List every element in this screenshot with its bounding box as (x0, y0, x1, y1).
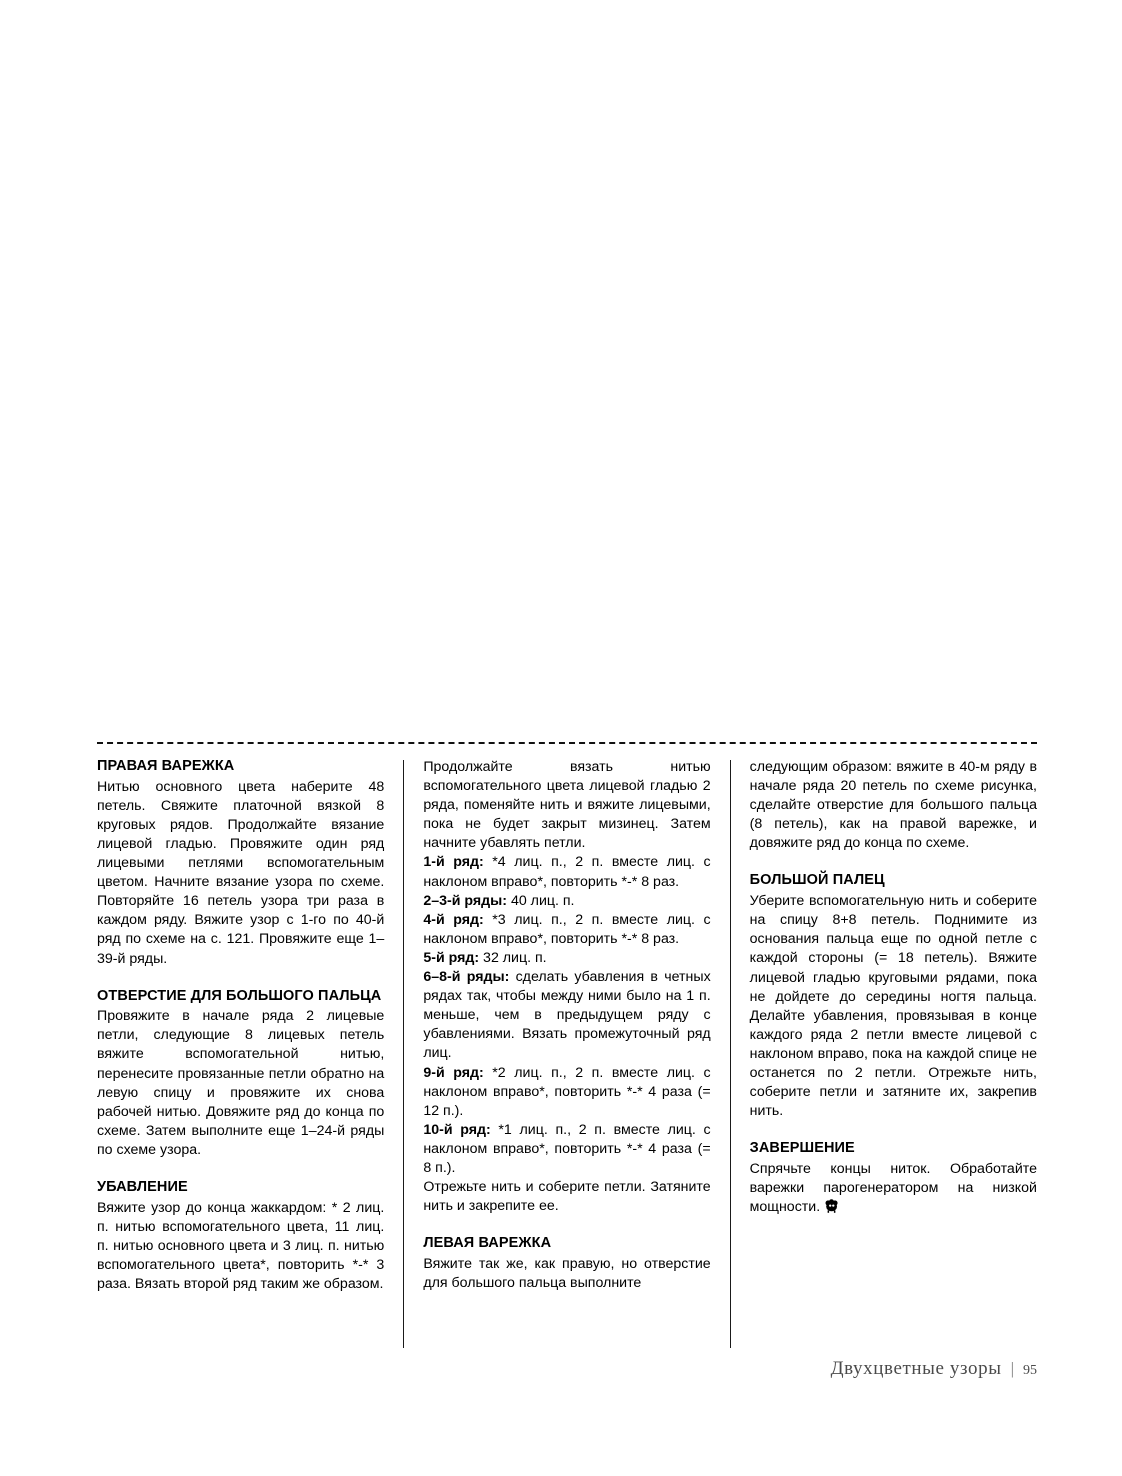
row-text: *1 лиц. п., 2 п. вместе лиц. с наклоном вправо*, повторить *-* 4 раза (= 8 п.). (423, 1121, 711, 1176)
row-text: 32 лиц. п. (479, 949, 547, 966)
column-3 (750, 758, 1037, 1348)
content-block (97, 742, 1037, 1348)
sheep-ornament-icon (824, 1199, 839, 1213)
section-thumb-opening (97, 988, 384, 1160)
row-label: 1-й ряд: (423, 854, 484, 871)
footer-separator: | (1010, 1359, 1014, 1378)
row-text: 40 лиц. п. (507, 892, 575, 909)
section-heading-left-mitten: ЛЕВАЯ ВАРЕЖКА (423, 1235, 552, 1252)
row-instruction (423, 1064, 710, 1121)
column-1 (97, 758, 384, 1348)
column-divider-2 (730, 760, 731, 1348)
row-instruction (423, 911, 710, 949)
section-paragraph: Продолжайте вязать нитью вспомогательного цвета лицевой гладью 2 ряда, поменяйте нить и вяжите лицевыми, пока не будет закрыт мизинец. Затем начните убавлять петли. (423, 759, 711, 852)
section-heading-finishing: ЗАВЕРШЕНИЕ (749, 1140, 855, 1157)
page-footer (831, 1358, 1037, 1380)
section-finishing (750, 1140, 1037, 1217)
row-instruction (423, 968, 710, 1063)
section-left-mitten (423, 1235, 710, 1293)
section-paragraph: Вяжите так же, как правую, но отверстие для большого пальца выполните (423, 1255, 711, 1292)
row-instruction (423, 949, 710, 968)
section-paragraph: Отрежьте нить и соберите петли. Затяните нить и закрепите ее. (423, 1179, 711, 1215)
row-label: 10-й ряд: (423, 1121, 491, 1138)
section-paragraph: Вяжите узор до конца жаккардом: * 2 лиц. п. нитью вспомогательного цвета, 11 лиц. п. нитью основного цвета и 3 лиц. п. нитью вспомогательного цвета*, повторить *-* 3 раза. Вязать второй ряд таким же образом. (97, 1199, 385, 1293)
section-left-mitten-continued (750, 758, 1037, 853)
section-decrease-continued (423, 758, 710, 1216)
footer-page-number: 95 (1023, 1363, 1037, 1378)
row-instruction (423, 1121, 710, 1178)
section-heading-right-mitten: ПРАВАЯ ВАРЕЖКА (97, 758, 235, 774)
column-2 (423, 758, 710, 1348)
row-instruction-list (423, 853, 710, 1178)
row-text: *4 лиц. п., 2 п. вместе лиц. с наклоном вправо*, повторить *-* 8 раз. (423, 854, 711, 890)
section-paragraph: следующим образом: вяжите в 40-м ряду в начале ряда 20 петель по схеме рисунка, сделайте отверстие для большого пальца (8 петель), как на правой варежке, и довяжите ряд до конца по схеме. (749, 759, 1037, 852)
section-paragraph (750, 1160, 1037, 1217)
row-text: *2 лиц. п., 2 п. вместе лиц. с наклоном вправо*, повторить *-* 4 раза (= 12 п.). (423, 1064, 711, 1119)
section-paragraph: Провяжите в начале ряда 2 лицевые петли, следующие 8 лицевых петель вяжите вспомогательной нитью, перенесите провязанные петли обратно на левую спицу и провяжите их снова рабочей нитью. Довяжите ряд до конца по схеме. Затем выполните еще 1–24-й ряды по схеме узора. (97, 1008, 385, 1158)
row-label: 4-й ряд: (423, 911, 484, 928)
row-label: 9-й ряд: (423, 1064, 484, 1081)
column-divider-1 (403, 760, 404, 1348)
section-thumb (750, 872, 1037, 1121)
three-column-layout (97, 758, 1037, 1348)
row-text: *3 лиц. п., 2 п. вместе лиц. с наклоном вправо*, повторить *-* 8 раз. (423, 911, 711, 947)
section-paragraph: Нитью основного цвета наберите 48 петель. Свяжите платочной вязкой 8 круговых рядов. Продолжайте вязание лицевой гладью. Провяжите один ряд лицевыми петлями вспомогательным цветом. Начните вязание узора по схеме. Повторяйте 16 петель узора три раза в каждом ряду. Вяжите узор с 1-го по 40-й ряд по схеме на с. 121. Провяжите еще 1–39-й ряды. (97, 778, 385, 967)
row-instruction (423, 892, 710, 911)
section-paragraph-text: Спрячьте концы ниток. Обработайте варежки парогенератором на низкой мощности. (749, 1160, 1037, 1216)
section-decrease (97, 1179, 384, 1294)
section-heading-decrease: УБАВЛЕНИЕ (97, 1179, 188, 1196)
section-heading-thumb-opening: ОТВЕРСТИЕ ДЛЯ БОЛЬШОГО ПАЛЬЦА (97, 987, 382, 1004)
row-label: 5-й ряд: (423, 949, 480, 966)
section-right-mitten (97, 758, 384, 969)
row-label: 6–8-й ряды: (423, 969, 510, 986)
row-instruction (423, 853, 710, 891)
row-text: сделать убавления в четных рядах так, чтобы между ними было на 1 п. меньше, чем в предыдущем ряду с убавлениями. Вязать промежуточный ряд лиц. (423, 969, 711, 1062)
dashed-top-rule (97, 742, 1037, 744)
footer-chapter-title: Двухцветные узоры (830, 1358, 1002, 1379)
row-label: 2–3-й ряды: (423, 892, 507, 909)
section-heading-thumb: БОЛЬШОЙ ПАЛЕЦ (749, 872, 885, 889)
section-paragraph: Уберите вспомогательную нить и соберите на спицу 8+8 петель. Поднимите из основания пальца еще по одной петле с каждой стороны (= 18 петель). Вяжите лицевой гладью круговыми рядами, пока не дойдете до середины ногтя пальца. Делайте убавления, провязывая в конце каждого ряда 2 петли вместе лицевой с наклоном вправо, пока на каждой спице не останется по 2 петли. Отрежьте нить, соберите петли и затяните их, закрепив нить. (749, 893, 1037, 1120)
